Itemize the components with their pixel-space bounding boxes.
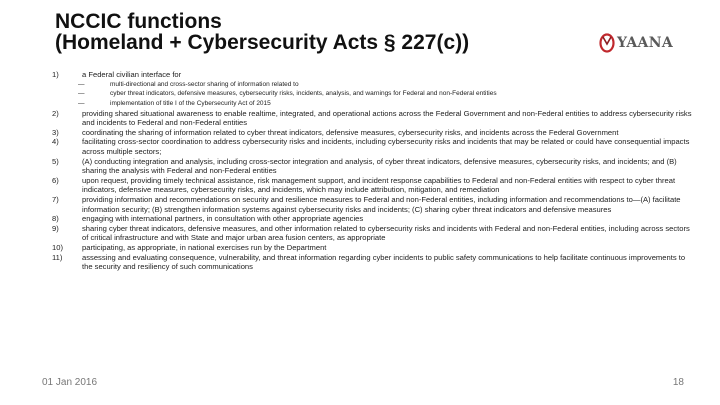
- list-item: [52, 176, 692, 195]
- item-text: participating, as appropriate, in national exercises run by the Department: [82, 243, 327, 253]
- item-number: 8): [52, 214, 59, 224]
- item-text: a Federal civilian interface for: [82, 70, 182, 79]
- sub-item-dash: —: [78, 80, 85, 88]
- sub-item-text: multi-directional and cross-sector sharing of information related to: [110, 80, 299, 88]
- item-text: facilitating cross-sector coordination to address cybersecurity risks and incidents, including cybersecurity risks and incidents that may be related or could have consequential impacts across multiple sectors;: [82, 137, 690, 157]
- item-number: 2): [52, 108, 59, 118]
- footer-date: 01 Jan 2016: [42, 377, 98, 388]
- item-text: (A) conducting integration and analysis, including cross-sector integration and analysis, of cyber threat indicators, defensive measures, cybersecurity risks, and incidents; and (B) sharing the analysis with Federal and non-Federal entities: [82, 156, 677, 176]
- list-item: [52, 109, 692, 128]
- item-number: 4): [52, 137, 59, 147]
- item-number: 6): [52, 175, 59, 185]
- yaana-logo-icon: [598, 33, 616, 53]
- sub-item-dash: —: [78, 100, 85, 107]
- title-line-2: (Homeland + Cybersecurity Acts § 227(c)): [55, 31, 470, 54]
- sub-item: [52, 89, 692, 99]
- slide-title: [55, 11, 575, 53]
- item-text: providing information and recommendations on security and resilience measures to Federal and non-Federal entities, including information and recommendations to—(A) facilitate information security; (B) strengthen information systems against cybersecurity risks and incidents; (C) sharing cyber threat indicators and defensive measures: [82, 195, 681, 214]
- item-number: 3): [52, 127, 59, 137]
- list-item: [52, 224, 692, 243]
- list-item: [52, 214, 692, 224]
- list-item: [52, 253, 692, 272]
- item-number: 9): [52, 223, 59, 233]
- item-number: 10): [52, 243, 63, 253]
- list-item: [52, 128, 692, 138]
- item-text: coordinating the sharing of information related to cyber threat indicators, defensive measures, cybersecurity risks, and incidents across the Federal Government: [82, 127, 619, 137]
- function-list: [52, 70, 692, 272]
- yaana-logo: [598, 33, 673, 53]
- title-line-1: NCCIC functions: [55, 10, 222, 33]
- item-text: upon request, providing timely technical assistance, risk management support, and incident response capabilities to Federal and non-Federal entities with respect to cyber threat indicators, defensive measures, cybersecurity risks, and incidents, which may include attribution, mitigation, and remediation: [82, 175, 676, 195]
- item-text: providing shared situational awareness to enable realtime, integrated, and operational actions across the Federal Government and non-Federal entities to address cybersecurity risks and incidents to Federal and non-Federal entities: [82, 108, 692, 128]
- list-item: [52, 195, 692, 214]
- list-item: [52, 70, 692, 80]
- item-text: assessing and evaluating consequence, vulnerability, and threat information regarding cyber incidents to public safety communications to help facilitate continuous improvements to the security and resiliency of such communications: [82, 252, 686, 272]
- item-number: 11): [52, 252, 63, 262]
- list-item: [52, 243, 692, 253]
- item-number: 5): [52, 156, 59, 166]
- sub-item: [52, 99, 692, 109]
- sub-item-text: cyber threat indicators, defensive measures, cybersecurity risks, incidents, analysis, and warnings for Federal and non-Federal entities: [110, 90, 497, 98]
- item-text: engaging with international partners, in consultation with other appropriate agencies: [82, 214, 364, 224]
- item-number: 7): [52, 195, 59, 205]
- item-text: sharing cyber threat indicators, defensive measures, and other information related to cybersecurity risks and incidents with Federal and non-Federal entities, including across sectors of critical infrastructure and with State and major urban area fusion centers, as appropriate: [82, 223, 690, 243]
- sub-item-text: implementation of title I of the Cybersecurity Act of 2015: [110, 100, 271, 107]
- item-number: 1): [52, 70, 59, 79]
- sub-item: [52, 80, 692, 90]
- list-item: [52, 157, 692, 176]
- sub-item-dash: —: [78, 90, 85, 98]
- list-item: [52, 137, 692, 156]
- page-number: 18: [672, 377, 684, 388]
- logo-text: YAANA: [617, 35, 673, 51]
